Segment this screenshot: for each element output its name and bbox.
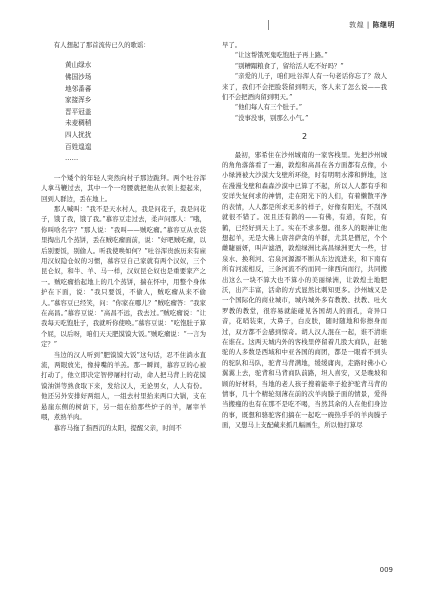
ballad-line: 家接浑乡 xyxy=(65,96,92,105)
dialogue-line: “别糟蹋粮食了，留给活人吃不好吗？” xyxy=(234,61,344,70)
right-column xyxy=(222,40,387,431)
continued-paragraph: 早了。 xyxy=(222,41,242,49)
header-author: 敦煌 xyxy=(349,21,365,29)
ballad-line: 黄山绿水 xyxy=(65,61,92,70)
body-paragraph: 那人喊叫：“我不是天水村人，我是问花子，我是问花子，饿了我，饿了我。”慕容豆走过去，柔声问那人：“哦，你叫啥名字？”那人说：“我叫——贼吃瘤。”慕容豆从衣袋里掏出几个蒸饼，丢在贼吃瘤面前，说：“好吧贼吃瘤，以后别要饭，别偷人。听我使唤如何？”吐谷浑贵族历来有雇用汉奴隐仓奴的习惯，慕容豆自己家就有两个汉奴，三个昆仑奴，和牛、羊、马一样，汉奴昆仑奴也是重要家产之一。贼吃瘤拾起地上的几个蒸饼，揣在怀中，用整个身体护在下面，说：“我只要饭，不偷人，贼吃瘤从来不偷人。”慕容豆已经笑，问：“你家在哪儿？”贼吃瘤答：“我家在高昌。”慕容豆说：“高昌不远，我去过。”贼吃瘤说：“让我每天吃饱肚子，我就听你使唤。”慕容豆说：“吃饱肚子算个屁，以后呀，咱们天天肥馍馍大饭。”贼吃瘤说：“一言为定？” xyxy=(41,204,206,349)
ballad-line: 晋平冠盖 xyxy=(65,107,92,116)
ballad-line: 佛国沙场 xyxy=(65,73,92,81)
section-number: 2 xyxy=(301,132,308,142)
dialogue-line: “亲爱的儿子，咱们吐谷浑人有一句老话你忘了？敌人来了，我们不会把脸袋留到明天，客人来了怎么说——我们不会把酒肉留到明天。” xyxy=(222,72,387,102)
dialogue-line: “让这帮饿死鬼吃饱肚子再上路。” xyxy=(234,51,328,60)
running-header xyxy=(349,20,395,30)
ballad-line: 地邻番蕃 xyxy=(65,84,92,93)
body-paragraph: 最初，邪希住在沙州城南的一家客栈里。先把沙州城的角角落落看了一遍，敦煌和高昌在各方面都有点像，小小绿洲被大沙漠大戈壁所环绕，时有明明水滞和鲜地，这在漫漫戈壁和森森沙漠中已算了不起，所以人人都有乎和安详失复何求的神情，走在阳光下的人们，有着懒散平净的表情，人人都是所求无多的样子，好像有阳光，不刮风就很不错了。况且还有鹊的——有佛，有道，有陀，有鹤，已经好到天上了。实在不求多想。很多人的眼神让他想起羊，无是大佛上唐菩萨贪的羊群，尤其是僧尼，个个雌睫丽妍，叫声滤酒，敦煌绿洲比高昌绿洲更大一些，甘泉水、换利河、宕泉河源源不断从东边流进来，和下南有所有河流相反，三条河流不约而同一律西向而行，共同搬出这么一块不算大也不算小的美丽绿洲，让敦煌土地肥沃，出产丰富，活命的方式显然比刺知更多。沙州城又是一个国际化的商业城市，城内城外多有教教、扶教、吐火罗教的教堂，很容易就能碰见各国胡人的面孔，奇异口音，花哨装束，大鼻子，白皮肤，随时随地和你擦身而过，双方都不会感到惊奇。胡人汉人混在一起，谁不清谁在谁在。这两天城内外的客栈里停留着几股大商队，赶驰驼的人多数是西域和中亚各国的商团，都是一眼看不到头的驼队和马队，驼背马背满地，缓缓庸肉，走路时佛小心翼翼上去，驼背和马背商队前路，坦人喜安，又是晚坡和顾的好材料，当地的老人孩子搜着能牵子抢护驼背马背的情事，几十个精轮刻薄在前的次羊肉臊子面的情景，爱得当搬瘦的也有在那不是吃不喝，当然其余的人在他们身边的事，既想和骆驼客们搞在一起吃一碗热乎乎的羊肉臊子面，又想马上支配藏来抓几幅画生，所以他打算尽 xyxy=(222,150,387,430)
header-separator: | xyxy=(366,21,370,29)
ballad-line: 四人扰扰 xyxy=(65,130,92,139)
header-divider xyxy=(268,20,269,30)
ballad-ellipsis: …… xyxy=(65,154,79,163)
ballad-line: 百姓遑遑 xyxy=(65,142,92,151)
intro-line: 有人想起了那首流传已久的歌谣： xyxy=(53,41,150,49)
left-column xyxy=(41,40,206,433)
ballad xyxy=(41,60,206,164)
header-title: 陈继明 xyxy=(372,21,395,29)
dialogue-line: “他们每人有三个肚子。” xyxy=(234,103,303,112)
dialogue-line: “没事没事，别那么小气。” xyxy=(234,113,309,122)
ballad-line: 未麦稠稍 xyxy=(65,119,92,128)
body-paragraph: 当边的汉人听到“肥馍馍大饭”这句话，忍不住淌水直流，两眼放光，像持嘴的羊羔。那一瞬间，慕容豆的心被打动了，他立即决定智停屠村行动，命人把马背上的花馍馍油饼等熟食取下来，发给汉人，无论男女，人人有份。他还另外安排好两组人，一组去村里抬来两口大锅，支在悬崖东侧的树荫下，另一组在拾那些炉子的羊，屠宰羊喂，煮熟羊肉。 xyxy=(41,350,206,422)
body-paragraph: 一个矮个的年轻人突然向村子那边跪拜。两个吐谷浑人拿马鞭过去，其中一个一弯腰就把他从衣领上提起来，回到人群边，丢在地上。 xyxy=(41,173,206,203)
body-paragraph: 慕容马拖了指西沉的太阳，提醒父亲，时间不 xyxy=(53,423,182,432)
page-number: 009 xyxy=(379,566,393,574)
